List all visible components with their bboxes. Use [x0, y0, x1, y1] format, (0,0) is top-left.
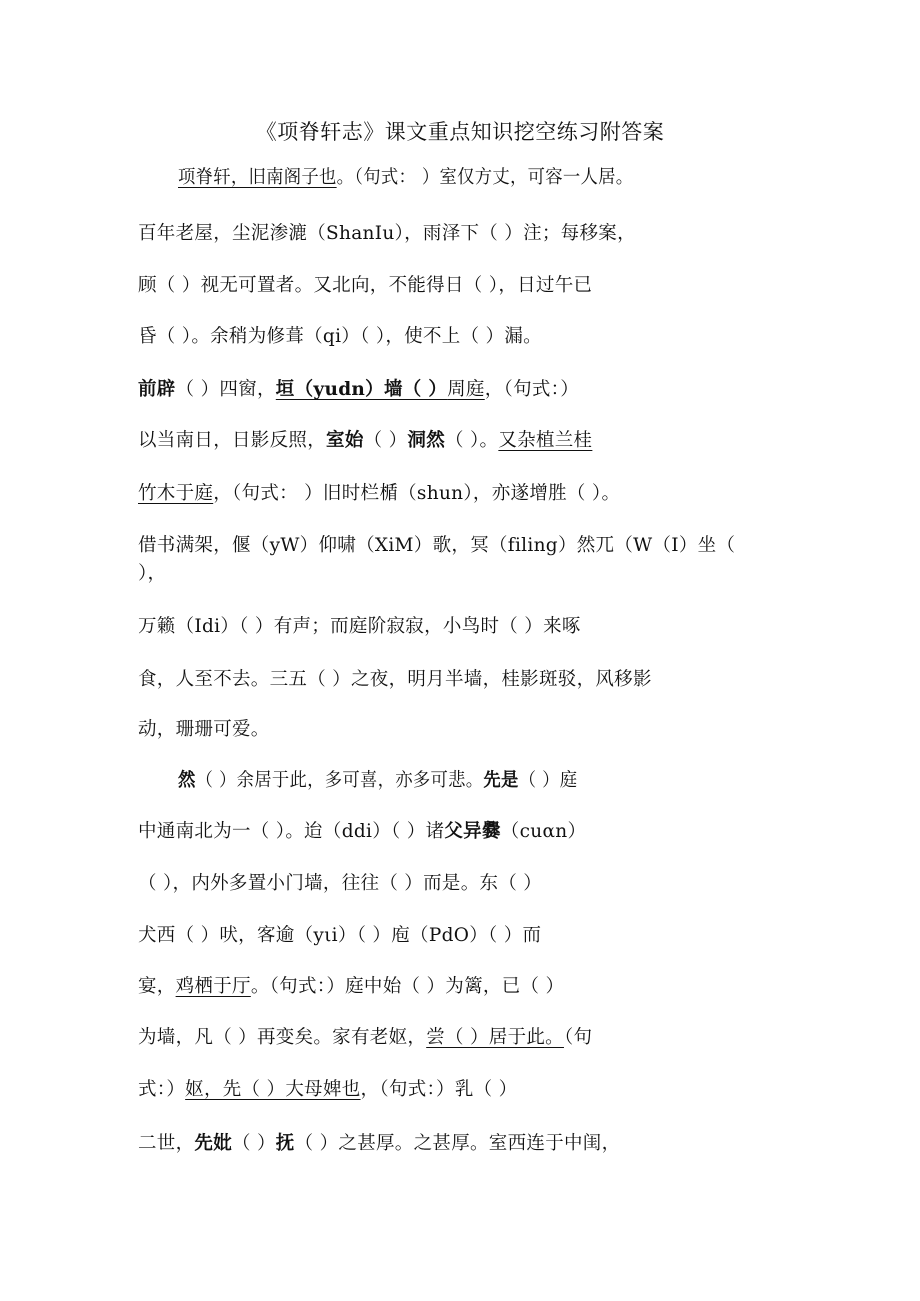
- text-line: [138, 1024, 778, 1052]
- text-line: [138, 560, 778, 588]
- text-segment: 洞然: [407, 430, 446, 451]
- text-segment: 食，人至不去。三五（ ）之夜，明月半墙，桂影斑驳，风移影: [138, 669, 652, 690]
- text-segment: 妪，先（ ）大母婢也: [185, 1079, 361, 1100]
- text-segment: （ ）四窗，: [175, 379, 276, 400]
- text-segment: 式：）: [138, 1079, 186, 1100]
- text-segment: 昏（ ）。余稍为修葺（qi）（ ），使不上（ ）漏。: [138, 326, 542, 347]
- text-segment: 室始: [326, 430, 364, 451]
- text-line: [138, 272, 778, 300]
- text-segment: 先妣: [194, 1133, 233, 1154]
- text-segment: ，（句式：）: [484, 379, 580, 400]
- text-line: [138, 870, 778, 898]
- text-segment: 二世，: [138, 1133, 195, 1154]
- text-segment: （ ）。: [445, 430, 499, 451]
- text-segment: 百年老屋，尘泥渗漉（ShanIu），雨泽下（ ）注；每移案，: [138, 223, 636, 244]
- text-line: [138, 922, 778, 950]
- text-segment: 前辟: [138, 379, 176, 400]
- text-line: [178, 767, 778, 795]
- text-line: [138, 973, 778, 1001]
- text-segment: 抚: [275, 1133, 295, 1154]
- text-segment: ，（句式： ）旧时栏楯（shun），亦遂增胜（ ）。: [213, 483, 621, 504]
- text-segment: ，（句式：）乳（ ）: [360, 1079, 518, 1100]
- text-segment: 鸡栖于厅: [175, 976, 251, 997]
- text-segment: 借书满架，偃（yW）仰啸（XiM）歌，冥（filing）然兀（W（I）坐（: [138, 535, 736, 556]
- text-segment: （ ）之甚厚。之甚厚。室西连于中闺，: [294, 1133, 621, 1154]
- text-segment: 宴，: [138, 976, 176, 997]
- text-line: [138, 532, 778, 560]
- text-segment: （ ）余居于此，多可喜，亦多可悲。: [195, 770, 484, 791]
- text-segment: 动，珊珊可爱。: [138, 719, 270, 740]
- text-segment: 垣（yudn）墙（ ）: [275, 379, 448, 400]
- document-title: 《项脊轩志》课文重点知识挖空练习附答案: [255, 120, 665, 144]
- text-line: [138, 716, 778, 744]
- text-segment: 项脊轩，旧南阁子也: [178, 167, 337, 188]
- text-line: [138, 818, 778, 846]
- text-line: [138, 220, 778, 248]
- text-segment: （ ）: [363, 430, 408, 451]
- text-segment: 尝（ ）居于此。: [426, 1027, 564, 1048]
- text-segment: 犬西（ ）吠，客逾（yιi）（ ）庖（PdO）（ ）而: [138, 925, 542, 946]
- text-segment: 以当南日，日影反照，: [138, 430, 327, 451]
- text-segment: 为墙，凡（ ）再变矣。家有老妪，: [138, 1027, 427, 1048]
- text-segment: 万籁（Idi）（ ）有声；而庭阶寂寂，小鸟时（ ）来啄: [138, 616, 581, 637]
- text-segment: （ ）庭: [518, 770, 578, 791]
- text-line: [178, 164, 778, 192]
- text-segment: 。（句式： ）室仅方丈，可容一人居。: [336, 167, 634, 188]
- text-segment: 又杂植兰桂: [498, 430, 593, 451]
- text-segment: （句: [563, 1027, 593, 1048]
- text-segment: 竹木于庭: [138, 483, 214, 504]
- text-segment: 先是: [483, 770, 519, 791]
- text-line: [138, 480, 778, 508]
- text-line: [138, 376, 778, 404]
- text-line: [138, 427, 778, 455]
- text-segment: ），: [138, 563, 167, 584]
- text-segment: 周庭: [447, 379, 485, 400]
- text-segment: 。（句式：）庭中始（ ）为篱，已（ ）: [250, 976, 565, 997]
- text-segment: （ ），内外多置小门墙，往往（ ）而是。东（ ）: [138, 873, 543, 894]
- text-line: [138, 666, 778, 694]
- text-line: [138, 323, 778, 351]
- text-segment: 父异爨: [444, 821, 501, 842]
- text-line: [138, 1076, 778, 1104]
- text-segment: 然: [178, 770, 196, 791]
- text-segment: 中通南北为一（ ）。迨（ddi）（ ）诸: [138, 821, 445, 842]
- text-segment: （ ）: [232, 1133, 276, 1154]
- text-segment: 顾（ ）视无可置者。又北向，不能得日（ ），日过午已: [138, 275, 593, 296]
- text-segment: （cuαn）: [500, 821, 587, 842]
- text-line: [138, 613, 778, 641]
- text-line: [138, 1130, 778, 1158]
